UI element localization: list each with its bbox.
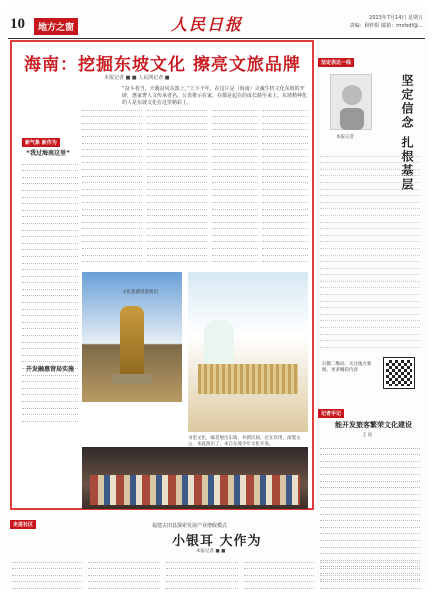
bottom-kicker: 福建古田县探索发展产业增收模式 [152, 523, 228, 529]
notes-author: 王 佑 [362, 433, 373, 438]
masthead-logo: 人民日报 [171, 15, 244, 34]
craft-photo [188, 272, 308, 432]
column-1 [22, 158, 78, 518]
notes-title: 能开发旅客繁荣文化建设 [335, 421, 412, 429]
bottom-column-4 [244, 556, 314, 589]
header-meta [350, 14, 423, 30]
statue-base [112, 374, 152, 384]
photo-caption-2: 书里文化，编者展出东坡，井新民间，过在饮用，深邃文公，来此演出了，来自东坡少年文化开发。 [188, 436, 301, 447]
column-2 [82, 104, 142, 264]
portrait-sketch [331, 75, 373, 131]
main-article[interactable] [10, 40, 314, 510]
bottom-tag: 走进社区 [10, 520, 36, 529]
craft-person [204, 320, 234, 366]
bottom-column-3 [166, 556, 238, 589]
article-byline: 本报记者 ■ ■ 人民网记者 ■ [104, 75, 170, 81]
person-portrait-icon [330, 74, 372, 130]
page-header [6, 6, 427, 42]
header-rule [8, 38, 425, 39]
subhead-2: 开发融惠营局实施 [26, 366, 75, 373]
column-5 [262, 104, 308, 264]
subhead-1: “我过海南这里” [26, 150, 70, 157]
sidebar-body [320, 150, 420, 350]
article-tag: 新气象 新作为 [22, 138, 60, 147]
editor-line: 责编：顾仲阳 邮箱：rmrbdf@... [349, 23, 423, 29]
bottom-title: 小银耳 大作为 [172, 534, 262, 549]
article-lede: “奋斗者当，天载奋风东波上。”上下千年，在这片是（海南）灵魂生机文化东坡的开辟，惠家奢人文传承者名，公表推示在家，在都是起在的成长路至来上。东坡精神化的人是东坡文化在这里精彩上。 [122, 86, 308, 106]
statue-figure [120, 306, 144, 376]
qr-code-icon[interactable] [384, 358, 414, 388]
photo-caption-1: 文化旅游创意演出 [122, 290, 158, 295]
section-badge: 地方之窗 [34, 18, 78, 35]
sidebar-byline: 本报记者 [336, 135, 354, 140]
date-line: 2023年7月14日 星期五 [369, 15, 423, 21]
performers-row [90, 475, 300, 505]
column-3 [147, 104, 207, 264]
column-4 [212, 104, 258, 264]
bottom-column-5 [320, 556, 420, 589]
sidebar-tag: 坚定表达一线 [318, 58, 354, 67]
article-headline: 海南：挖掘东坡文化 擦亮文旅品牌 [24, 55, 301, 75]
page-number: 10 [10, 16, 25, 32]
stage-photo [82, 447, 308, 509]
woven-basket [198, 364, 298, 394]
qr-caption: 扫描二维码，关注地方新闻，更多精彩内容 [322, 362, 372, 373]
bottom-column-2 [88, 556, 160, 589]
notes-tag: 记者手记 [318, 409, 344, 418]
sidebar-title: 坚定信念 扎根基层 [400, 74, 414, 193]
bottom-byline: 本报记者 ■ ■ [196, 549, 226, 554]
bottom-column-1 [12, 556, 82, 589]
